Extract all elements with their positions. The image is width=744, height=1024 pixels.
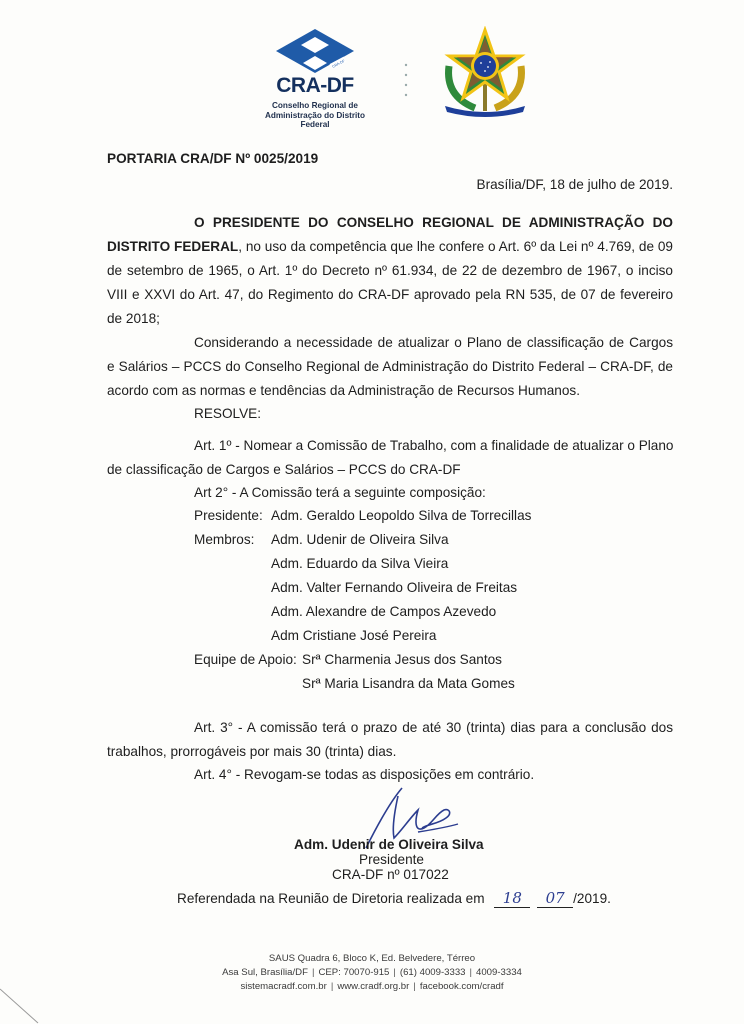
signer-registration: CRA-DF nº 017022	[332, 867, 449, 882]
member-item: Adm. Eduardo da Silva Vieira	[271, 556, 449, 571]
intro-line-2: de setembro de 1965, o Art. 1º do Decreto nº 61.934, de 22 de dezembro de 1967, o inciso	[107, 263, 673, 278]
footer-address: SAUS Quadra 6, Bloco K, Ed. Belvedere, Térreo	[268, 953, 476, 964]
considerando-line-3: acordo com as normas e tendências da Administração de Recursos Humanos.	[107, 383, 580, 398]
president-name: Adm. Geraldo Leopoldo Silva de Torrecillas	[271, 508, 532, 523]
art1-line-2: de classificação de Cargos e Salários – PCCS do CRA-DF	[107, 462, 461, 477]
signer-name: Adm. Udenir de Oliveira Silva	[294, 837, 484, 852]
place-date: Brasília/DF, 18 de julho de 2019.	[476, 177, 673, 192]
member-item: Adm. Valter Fernando Oliveira de Freitas	[271, 580, 518, 595]
header-divider	[404, 62, 408, 102]
referendum-line: Referendada na Reunião de Diretoria realizada em 18 07 /2019.	[177, 889, 611, 907]
org-acronym: CRA-DF	[276, 74, 354, 97]
art3-line-1: Art. 3° - A comissão terá o prazo de até 30 (trinta) dias para a conclusão dos	[194, 720, 673, 735]
member-item: Adm. Udenir de Oliveira Silva	[271, 532, 449, 547]
art1-line-1: Art. 1º - Nomear a Comissão de Trabalho, com a finalidade de atualizar o Plano	[194, 438, 674, 453]
referendum-day: 18	[494, 890, 530, 908]
support-item: Srª Maria Lisandra da Mata Gomes	[302, 676, 515, 691]
logo-badge: CRA-DF	[331, 58, 346, 69]
art2: Art 2° - A Comissão terá a seguinte composição:	[194, 485, 486, 500]
members-label: Membros:	[194, 532, 255, 547]
art4: Art. 4° - Revogam-se todas as disposições em contrário.	[194, 767, 535, 782]
cra-diamond-logo-icon	[275, 28, 355, 74]
resolve-label: RESOLVE:	[194, 406, 261, 421]
art3-line-2: trabalhos, prorrogáveis por mais 30 (trinta) dias.	[107, 744, 397, 759]
referendum-month: 07	[537, 890, 573, 908]
considerando-line-1: Considerando a necessidade de atualizar o Plano de classificação de Cargos	[194, 335, 673, 350]
member-item: Adm Cristiane José Pereira	[271, 628, 437, 643]
intro-line-1: DISTRITO FEDERAL, no uso da competência que lhe confere o Art. 6º da Lei nº 4.769, de 09	[107, 239, 673, 254]
member-item: Adm. Alexandre de Campos Azevedo	[271, 604, 497, 619]
org-name-line2: Administração do Distrito Federal	[264, 111, 366, 129]
org-name-line1: Conselho Regional de	[272, 101, 358, 110]
brazil-coat-of-arms-icon	[435, 26, 535, 118]
cra-df-logo	[250, 28, 380, 129]
intro-line-4: de 2018;	[107, 311, 160, 326]
support-item: Srª Charmenia Jesus dos Santos	[302, 652, 502, 667]
intro-line-3: VIII e XXVI do Art. 47, do Regimento do CRA-DF aprovado pela RN 535, de 07 de fevereiro	[107, 287, 673, 302]
president-label: Presidente:	[194, 508, 263, 523]
considerando-line-2: e Salários – PCCS do Conselho Regional de Administração do Distrito Federal – CRA-DF, de	[107, 359, 673, 374]
support-label: Equipe de Apoio:	[194, 652, 297, 667]
footer-web: sistemacradf.com.br | www.cradf.org.br | facebook.com/cradf	[240, 981, 504, 992]
footer-contact: Asa Sul, Brasília/DF | CEP: 70070-915 | (61) 4009-3333 | 4009-3334	[222, 967, 522, 978]
intro-heading: O PRESIDENTE DO CONSELHO REGIONAL DE ADMINISTRAÇÃO DO	[194, 215, 673, 230]
document-title: PORTARIA CRA/DF Nº 0025/2019	[107, 151, 319, 166]
scan-edge-artifact	[0, 985, 40, 1024]
signer-role: Presidente	[359, 852, 424, 867]
